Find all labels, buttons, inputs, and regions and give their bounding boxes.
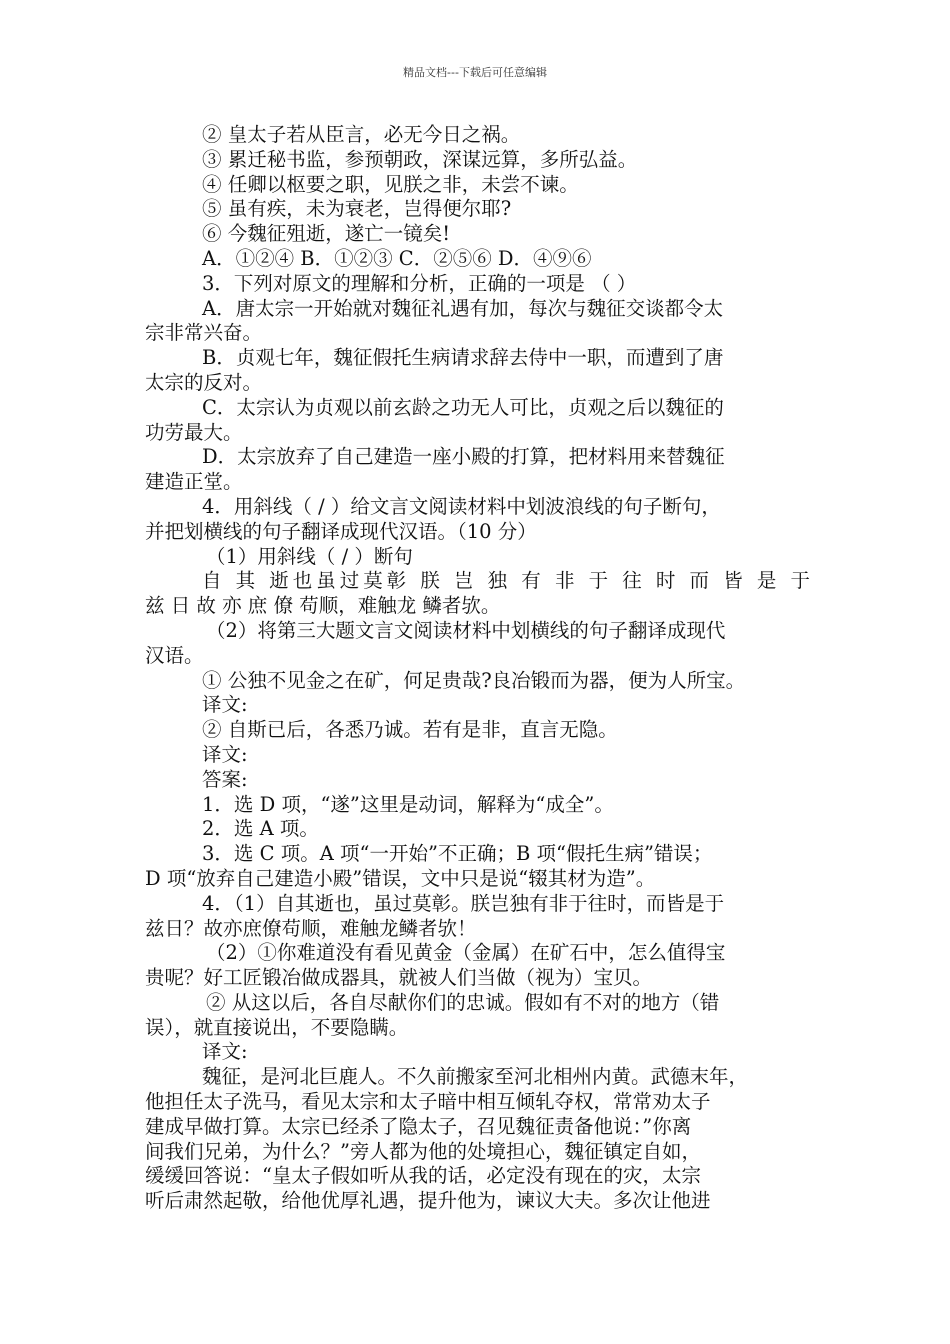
text-line: 汉语。	[145, 643, 204, 667]
text-line: ④ 任卿以枢要之职，见朕之非，未尝不谏。	[202, 172, 579, 196]
translation-paragraph-line: 他担任太子洗马，看见太宗和太子暗中相互倾轧夺权，常常劝太子	[145, 1090, 711, 1114]
text-line: ⑥ 今魏征殂逝，遂亡一镜矣!	[202, 222, 451, 246]
text-line: 功劳最大。	[145, 420, 243, 444]
translation-paragraph-line: 缓缓回答说：“皇太子假如听从我的话，必定没有现在的灾，太宗	[145, 1164, 701, 1188]
document-body	[145, 123, 810, 1214]
translation-sentence-2: ② 自斯已后，各悉乃诚。若有是非，直言无隐。	[202, 718, 618, 742]
text-line: 并把划横线的句子翻译成现代汉语。（10 分）	[145, 519, 537, 543]
text-line: 贵呢？好工匠锻冶做成器具，就被人们当做（视为）宝贝。	[145, 966, 653, 990]
text-line: ⑤ 虽有疾，未为衰老，岂得便尔耶?	[202, 197, 512, 221]
question-3: 3．下列对原文的理解和分析，正确的一项是 （ ）	[202, 271, 637, 295]
answer-heading: 答案:	[202, 767, 248, 791]
option-a: A．唐太宗一开始就对魏征礼遇有加，每次与魏征交谈都令太	[202, 296, 724, 320]
text-line: ③ 累迁秘书监，参预朝政，深谋远算，多所弘益。	[202, 147, 638, 171]
text-line: 兹日？故亦庶僚苟顺，难触龙鳞者欤！	[145, 916, 477, 940]
translation-paragraph-line: 间我们兄弟，为什么？”旁人都为他的处境担心，魏征镇定自如，	[145, 1139, 701, 1163]
text-line: 太宗的反对。	[145, 370, 263, 394]
answer-4-2-b: ② 从这以后，各自尽献你们的忠诚。假如有不对的地方（错	[206, 990, 720, 1014]
answer-1: 1．选 D 项，“遂”这里是动词，解释为“成全”。	[202, 792, 614, 816]
translation-label: 译文:	[202, 742, 248, 766]
text-line: D 项“放弃自己建造小殿”错误，文中只是说“辍其材为造”。	[145, 866, 656, 890]
answer-4: 4．（1）自其逝也，虽过莫彰。朕岂独有非于往时，而皆是于	[202, 891, 725, 915]
sub-question-1: （1）用斜线（ / ）断句	[206, 544, 413, 568]
text-line: A．①②④ B．①②③ C．②⑤⑥ D．④⑨⑥	[202, 246, 592, 270]
text-line: 建造正堂。	[145, 470, 243, 494]
question-4: 4．用斜线（ / ）给文言文阅读材料中划波浪线的句子断句，	[202, 494, 721, 518]
answer-2: 2．选 A 项。	[202, 817, 319, 841]
punctuation-sentence: 自 其 逝也虽过莫彰 朕 岂 独 有 非 于 往 时 而 皆 是 于	[202, 569, 810, 593]
option-d: D．太宗放弃了自己建造一座小殿的打算，把材料用来替魏征	[202, 445, 725, 469]
text-line: 误），就直接说出，不要隐瞒。	[145, 1015, 409, 1039]
text-line: 兹 日 故 亦 庶 僚 苟顺，难触龙 鳞者欤。	[145, 594, 501, 618]
option-c: C．太宗认为贞观以前玄龄之功无人可比，贞观之后以魏征的	[202, 395, 724, 419]
sub-question-2: （2）将第三大题文言文阅读材料中划横线的句子翻译成现代	[206, 618, 726, 642]
answer-3: 3．选 C 项。A 项“一开始”不正确；B 项“假托生病”错误；	[202, 842, 713, 866]
translation-label: 译文:	[202, 693, 248, 717]
translation-paragraph-line: 建成早做打算。太宗已经杀了隐太子，召见魏征责备他说：”你离	[145, 1114, 692, 1138]
option-b: B．贞观七年，魏征假托生病请求辞去侍中一职，而遭到了唐	[202, 346, 724, 370]
text-line: 宗非常兴奋。	[145, 321, 263, 345]
text-line: ② 皇太子若从臣言，必无今日之祸。	[202, 123, 521, 146]
translation-paragraph-line: 魏征，是河北巨鹿人。不久前搬家至河北相州内黄。武德末年，	[202, 1065, 749, 1089]
translation-heading: 译文:	[202, 1040, 248, 1064]
translation-paragraph-line: 听后肃然起敬，给他优厚礼遇，提升他为，谏议大夫。多次让他进	[145, 1189, 711, 1213]
translation-sentence-1: ① 公独不见金之在矿，何足贵哉?良冶锻而为器，便为人所宝。	[202, 668, 746, 692]
answer-4-2: （2）①你难道没有看见黄金（金属）在矿石中，怎么值得宝	[206, 941, 726, 965]
page-header: 精品文档---下载后可任意编辑	[403, 66, 547, 79]
